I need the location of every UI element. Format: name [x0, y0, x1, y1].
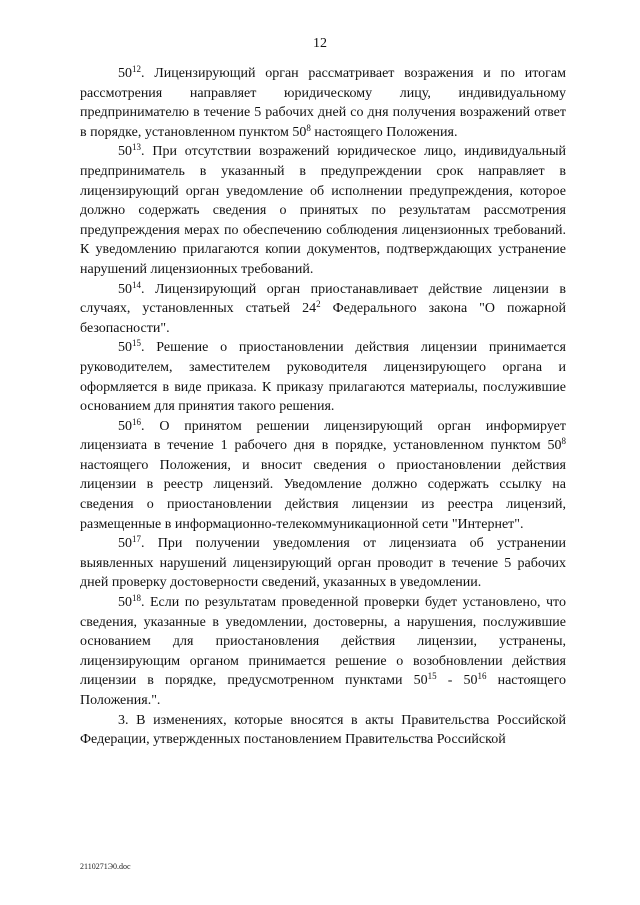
paragraph-50-15: [80, 338, 566, 416]
paragraph-number: 50: [118, 66, 132, 81]
paragraph-50-16: [80, 417, 566, 535]
paragraph-number: 50: [118, 281, 132, 297]
paragraph-number-superscript: 15: [132, 338, 141, 349]
paragraph-text: . Если по результатам проведенной проверки будет установлено, что сведения, указанные в уведомлении, достоверны, а нарушения, послужившие основанием для приостановления действия лицензии, устранены, лицензирующим органом принимается решение о возобновлении действия лицензии в порядке, предусмотренном пунктами 50: [80, 595, 566, 689]
paragraph-number: 50: [118, 418, 132, 434]
paragraph-50-18: [80, 593, 566, 711]
paragraph-text: . При отсутствии возражений юридическое лицо, индивидуальный предприниматель в указанный в предупреждении срок направляет в лицензирующий орган уведомление об исполнении предупреждения, которое должно содержать сведения о принятых по результатам рассмотрения предупреждения мерах по обеспечению соблюдения лицензионных требований. К уведомлению прилагаются копии документов, подтверждающих устранение нарушений лицензионных требований.: [80, 144, 566, 277]
reference-superscript: 16: [477, 671, 487, 682]
paragraph-number: 50: [118, 595, 132, 611]
paragraph-text: . О принятом решении лицензирующий орган информирует лицензиата в течение 1 рабочего дня в порядке, установленном пунктом 50: [80, 418, 566, 454]
paragraph-text-tail: настоящего Положения, и вносит сведения о приостановлении действия лицензии в реестр лицензий. Уведомление должно содержать ссылку на сведения о приостановлении действия лицензии из реестра лицензий, размещенные в информационно-телекоммуникационной сети "Интернет".: [80, 457, 566, 532]
paragraph-number-superscript: 16: [132, 416, 141, 427]
document-body: [80, 64, 566, 750]
paragraph-50-12: [80, 64, 566, 142]
paragraph-text-tail: настоящего Положения.: [310, 124, 458, 140]
paragraph-text: . При получении уведомления от лицензиата об устранении выявленных нарушений лицензирующий орган проводит в течение 5 рабочих дней проверку достоверности сведений, указанных в уведомлении.: [80, 536, 566, 591]
paragraph-text: . Решение о приостановлении действия лицензии принимается руководителем, заместителем руководителя лицензирующего органа и оформляется в виде приказа. К приказу прилагаются материалы, послужившие основанием для принятия такого решения.: [80, 340, 566, 415]
paragraph-number-superscript: 18: [132, 593, 141, 604]
paragraph-number: 50: [118, 144, 132, 160]
paragraph-text: . Лицензирующий орган приостанавливает действие лицензии в случаях, установленных статьей 24: [80, 281, 566, 317]
page-number: 12: [313, 36, 327, 51]
paragraph-number-superscript: 17: [132, 534, 141, 545]
paragraph-number-superscript: 13: [132, 142, 141, 153]
paragraph-50-13: [80, 142, 566, 279]
paragraph-text-middle: - 50: [436, 673, 478, 689]
paragraph-text-tail: настоящего Положения.".: [80, 673, 566, 708]
reference-superscript: 8: [561, 436, 566, 447]
paragraph-number-superscript: 12: [132, 64, 141, 74]
paragraph-item-3: [80, 711, 566, 750]
reference-superscript: 2: [316, 299, 321, 310]
paragraph-50-14: [80, 280, 566, 339]
paragraph-number: 50: [118, 536, 132, 552]
reference-superscript: 8: [306, 122, 311, 133]
paragraph-number: 50: [118, 340, 132, 356]
paragraph-50-17: [80, 534, 566, 593]
paragraph-text-tail: Федерального закона "О пожарной безопасности".: [80, 301, 567, 336]
reference-superscript: 15: [427, 671, 437, 682]
paragraph-text: . Лицензирующий орган рассматривает возражения и по итогам рассмотрения направляет юридическому лицу, индивидуальному предпринимателю в течение 5 рабочих дней со дня получения возражений ответ в порядке, установленном пунктом 50: [80, 66, 566, 140]
paragraph-number-superscript: 14: [132, 279, 141, 290]
paragraph-text: 3. В изменениях, которые вносятся в акты Правительства Российской Федерации, утвержденных постановлением Правительства Российской: [80, 712, 566, 748]
document-file-footer: 2110271Э0.doc: [80, 862, 131, 871]
